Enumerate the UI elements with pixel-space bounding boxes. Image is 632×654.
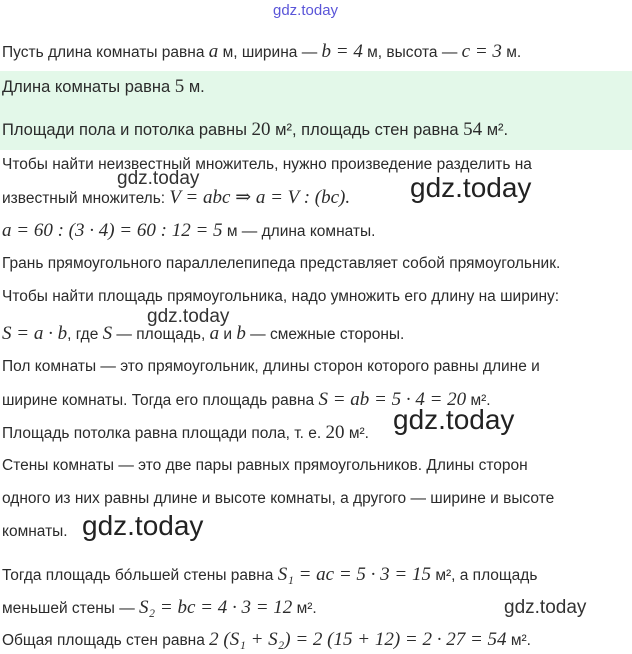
solution-line-15: Общая площадь стен равна 2 (S₁ + S₂) = 2 (15 + 12) = 2 · 27 = 54 м². xyxy=(2,629,531,650)
solution-line-12: комнаты. xyxy=(2,523,68,540)
watermark: gdz.today xyxy=(410,172,532,203)
solution-line-10: Стены комнаты — это две пары равных прямоугольников. Длины сторон xyxy=(2,457,528,474)
watermark: gdz.today xyxy=(393,404,515,435)
solution-line-2: известный множитель: V = abc ⇒ a = V : (bc). xyxy=(2,187,351,208)
solution-line-14: меньшей стены — S₂ = bc = 4 · 3 = 12 м². xyxy=(2,597,317,618)
watermark: gdz.today xyxy=(117,168,200,189)
intro-line: Пусть длина комнаты равна a м, ширина — b = 4 м, высота — c = 3 м. xyxy=(2,41,522,62)
solution-line-1: Чтобы найти неизвестный множитель, нужно произведение разделить на xyxy=(2,156,532,173)
solution-line-4: Грань прямоугольного параллелепипеда представляет собой прямоугольник. xyxy=(2,255,561,272)
solution-line-11: одного из них равны длине и высоте комнаты, а другого — ширине и высоте xyxy=(2,490,555,507)
answer-line-length: Длина комнаты равна 5 м. xyxy=(2,76,205,97)
solution-line-8: ширине комнаты. Тогда его площадь равна S = ab = 5 · 4 = 20 м². xyxy=(2,389,491,410)
solution-line-3: a = 60 : (3 · 4) = 60 : 12 = 5 м — длина комнаты. xyxy=(2,220,376,241)
solution-line-7: Пол комнаты — это прямоугольник, длины сторон которого равны длине и xyxy=(2,358,540,375)
answer-box xyxy=(0,71,632,150)
watermark: gdz.today xyxy=(147,306,230,327)
solution-line-13: Тогда площадь бóльшей стены равна S₁ = ac = 5 · 3 = 15 м², а площадь xyxy=(2,564,538,585)
solution-line-5: Чтобы найти площадь прямоугольника, надо умножить его длину на ширину: xyxy=(2,288,560,305)
watermark: gdz.today xyxy=(82,510,204,541)
solution-line-9: Площадь потолка равна площади пола, т. е. 20 м². xyxy=(2,422,369,443)
answer-line-areas: Площади пола и потолка равны 20 м², площадь стен равна 54 м². xyxy=(2,119,509,140)
solution-line-6: S = a · b, где S — площадь, a и b — смежные стороны. xyxy=(2,323,405,344)
watermark-top: gdz.today xyxy=(273,2,339,19)
watermark: gdz.today xyxy=(504,597,587,618)
